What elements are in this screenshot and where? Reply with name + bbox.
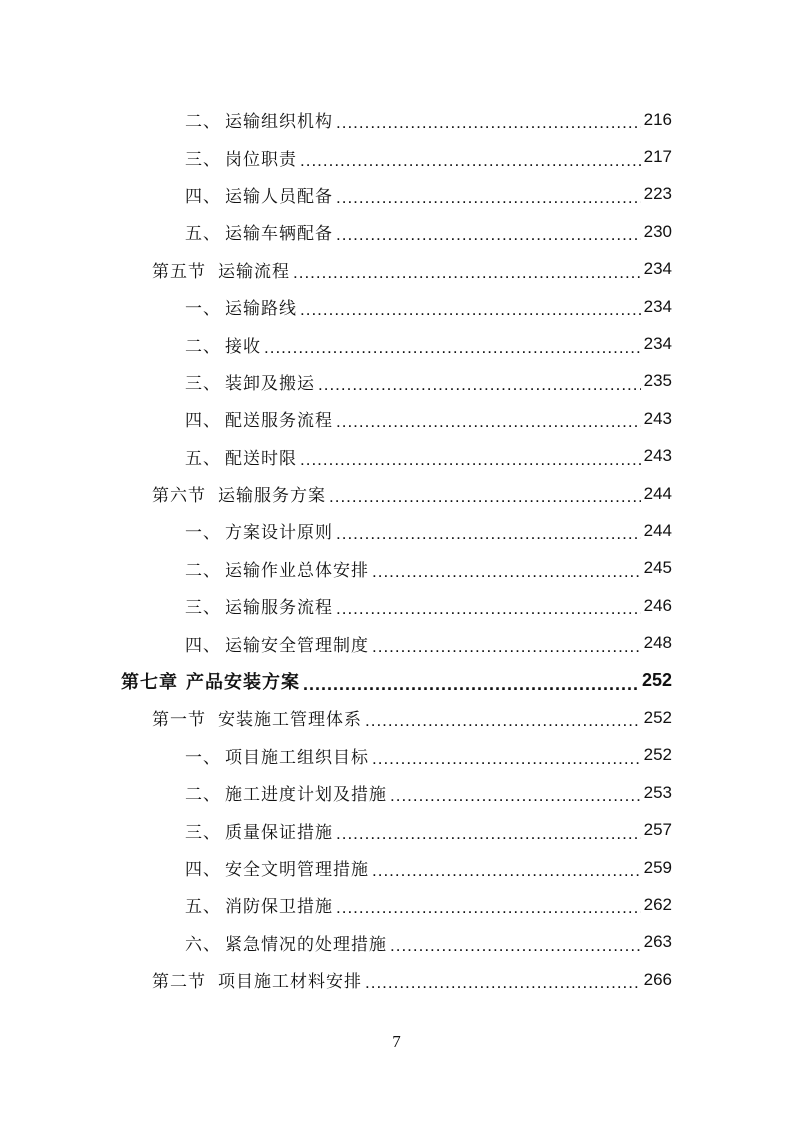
toc-page-number: 259 bbox=[643, 857, 672, 877]
toc-dot-leader bbox=[336, 519, 641, 542]
toc-page-number: 235 bbox=[643, 371, 672, 391]
toc-entry-number: 三、 bbox=[185, 598, 221, 619]
toc-entry-number: 四、 bbox=[185, 186, 221, 207]
toc-page-number: 243 bbox=[643, 408, 672, 428]
toc-entry-title bbox=[185, 332, 261, 357]
toc-page-number: 234 bbox=[643, 334, 672, 354]
toc-entry-text: 接收 bbox=[225, 336, 261, 357]
toc-entry-title bbox=[185, 892, 333, 917]
toc-dot-leader bbox=[303, 669, 639, 693]
toc-entry-number: 五、 bbox=[185, 897, 221, 918]
toc-entry-line bbox=[185, 811, 672, 848]
toc-page-number: 253 bbox=[643, 782, 672, 802]
toc-page-number: 244 bbox=[643, 520, 672, 540]
toc-entry-text: 运输安全管理制度 bbox=[225, 635, 369, 656]
toc-dot-leader bbox=[300, 295, 641, 318]
toc-entry-title bbox=[185, 145, 297, 170]
table-of-contents bbox=[0, 101, 793, 998]
toc-dot-leader bbox=[365, 968, 641, 991]
toc-entry-number: 二、 bbox=[185, 560, 221, 581]
toc-dot-leader bbox=[336, 183, 641, 206]
toc-entry[interactable] bbox=[0, 662, 793, 699]
toc-page-number: 246 bbox=[643, 595, 672, 615]
toc-entry-title bbox=[185, 593, 333, 618]
toc-page-number: 252 bbox=[641, 670, 672, 691]
toc-entry[interactable] bbox=[0, 400, 793, 437]
toc-entry-text: 产品安装方案 bbox=[186, 671, 300, 693]
toc-dot-leader bbox=[336, 108, 641, 131]
toc-dot-leader bbox=[264, 333, 641, 356]
toc-entry-number: 五、 bbox=[185, 448, 221, 469]
toc-entry[interactable] bbox=[0, 774, 793, 811]
toc-page-number: 257 bbox=[643, 820, 672, 840]
toc-dot-leader bbox=[318, 370, 641, 393]
toc-dot-leader bbox=[336, 220, 641, 243]
toc-entry[interactable] bbox=[0, 886, 793, 923]
toc-entry-line bbox=[185, 438, 672, 475]
toc-entry-number: 六、 bbox=[185, 934, 221, 955]
page-number: 7 bbox=[392, 1032, 401, 1051]
toc-dot-leader bbox=[372, 744, 641, 767]
toc-entry[interactable] bbox=[0, 811, 793, 848]
toc-entry-title bbox=[185, 406, 333, 431]
toc-entry-line bbox=[185, 587, 672, 624]
toc-page-number: 234 bbox=[643, 259, 672, 279]
toc-page-number: 223 bbox=[643, 184, 672, 204]
toc-entry-line bbox=[185, 101, 672, 138]
toc-entry-line bbox=[185, 550, 672, 587]
toc-entry-text: 运输服务方案 bbox=[218, 486, 326, 507]
toc-page-number: 244 bbox=[643, 483, 672, 503]
toc-entry[interactable] bbox=[0, 550, 793, 587]
toc-entry-number: 第二节 bbox=[152, 972, 206, 993]
toc-entry-title bbox=[185, 556, 369, 581]
toc-entry-title bbox=[185, 369, 315, 394]
toc-entry-number: 五、 bbox=[185, 224, 221, 245]
toc-entry-text: 施工进度计划及措施 bbox=[225, 785, 387, 806]
toc-entry-number: 第七章 bbox=[121, 671, 178, 693]
toc-entry-title bbox=[185, 294, 297, 319]
toc-entry-text: 安装施工管理体系 bbox=[218, 710, 362, 731]
toc-entry[interactable] bbox=[0, 475, 793, 512]
toc-dot-leader bbox=[336, 893, 641, 916]
toc-entry-line bbox=[185, 737, 672, 774]
toc-entry-text: 紧急情况的处理措施 bbox=[225, 934, 387, 955]
toc-entry-text: 运输车辆配备 bbox=[225, 224, 333, 245]
toc-entry-text: 岗位职责 bbox=[225, 149, 297, 170]
toc-page-number: 243 bbox=[643, 446, 672, 466]
toc-page-number: 266 bbox=[643, 969, 672, 989]
toc-entry-text: 质量保证措施 bbox=[225, 822, 333, 843]
toc-entry-title bbox=[185, 855, 369, 880]
toc-entry-text: 装卸及搬运 bbox=[225, 373, 315, 394]
toc-entry-text: 运输服务流程 bbox=[225, 598, 333, 619]
toc-dot-leader bbox=[336, 819, 641, 842]
toc-entry-number: 第五节 bbox=[152, 261, 206, 282]
toc-dot-leader bbox=[390, 931, 641, 954]
toc-entry-line bbox=[185, 325, 672, 362]
toc-page-number: 248 bbox=[643, 633, 672, 653]
toc-page-number: 230 bbox=[643, 221, 672, 241]
toc-page-number: 217 bbox=[643, 147, 672, 167]
toc-entry-title bbox=[185, 930, 387, 955]
toc-entry[interactable] bbox=[0, 213, 793, 250]
toc-entry[interactable] bbox=[0, 737, 793, 774]
toc-entry-text: 运输流程 bbox=[218, 261, 290, 282]
toc-dot-leader bbox=[300, 445, 641, 468]
toc-entry-text: 运输组织机构 bbox=[225, 112, 333, 133]
toc-entry[interactable] bbox=[0, 961, 793, 998]
toc-page-number: 216 bbox=[643, 109, 672, 129]
toc-entry[interactable] bbox=[0, 176, 793, 213]
toc-entry-text: 消防保卫措施 bbox=[225, 897, 333, 918]
toc-dot-leader bbox=[336, 407, 641, 430]
toc-entry-title bbox=[185, 444, 297, 469]
toc-entry-line bbox=[185, 138, 672, 175]
toc-entry-text: 配送时限 bbox=[225, 448, 297, 469]
toc-entry[interactable] bbox=[0, 288, 793, 325]
toc-entry[interactable] bbox=[0, 624, 793, 661]
toc-entry-text: 项目施工组织目标 bbox=[225, 747, 369, 768]
toc-entry-number: 一、 bbox=[185, 523, 221, 544]
toc-entry[interactable] bbox=[0, 849, 793, 886]
toc-dot-leader bbox=[293, 258, 641, 281]
toc-entry-number: 四、 bbox=[185, 411, 221, 432]
toc-entry[interactable] bbox=[0, 699, 793, 736]
toc-entry-title bbox=[152, 967, 362, 992]
toc-entry-title bbox=[185, 818, 333, 843]
toc-entry-number: 三、 bbox=[185, 373, 221, 394]
toc-entry-title bbox=[185, 631, 369, 656]
toc-entry-number: 三、 bbox=[185, 149, 221, 170]
toc-page-number: 234 bbox=[643, 296, 672, 316]
toc-entry-title bbox=[185, 219, 333, 244]
toc-entry-line bbox=[185, 400, 672, 437]
toc-entry-line bbox=[185, 176, 672, 213]
toc-page-number: 245 bbox=[643, 558, 672, 578]
toc-dot-leader bbox=[365, 706, 641, 729]
toc-entry-line bbox=[185, 512, 672, 549]
toc-entry-line bbox=[185, 213, 672, 250]
toc-entry-number: 三、 bbox=[185, 822, 221, 843]
toc-entry-line bbox=[152, 699, 672, 736]
toc-dot-leader bbox=[300, 146, 641, 169]
toc-entry[interactable] bbox=[0, 101, 793, 138]
toc-entry-title bbox=[185, 743, 369, 768]
toc-entry-number: 一、 bbox=[185, 747, 221, 768]
toc-entry[interactable] bbox=[0, 512, 793, 549]
toc-entry-line bbox=[152, 251, 672, 288]
toc-entry-text: 运输路线 bbox=[225, 299, 297, 320]
toc-entry-line bbox=[185, 886, 672, 923]
toc-page-number: 263 bbox=[643, 932, 672, 952]
toc-entry-text: 安全文明管理措施 bbox=[225, 860, 369, 880]
toc-entry[interactable] bbox=[0, 924, 793, 961]
toc-entry[interactable] bbox=[0, 363, 793, 400]
toc-entry-line bbox=[185, 774, 672, 811]
toc-entry-line bbox=[185, 363, 672, 400]
toc-entry[interactable] bbox=[0, 438, 793, 475]
toc-page-number: 252 bbox=[643, 707, 672, 727]
toc-entry-line bbox=[152, 475, 672, 512]
toc-entry-line bbox=[185, 849, 672, 886]
toc-dot-leader bbox=[372, 557, 641, 580]
toc-entry-line bbox=[121, 662, 672, 699]
toc-entry[interactable] bbox=[0, 587, 793, 624]
toc-dot-leader bbox=[336, 594, 641, 617]
toc-entry-title bbox=[121, 668, 300, 694]
toc-entry-title bbox=[185, 780, 387, 805]
toc-entry-text: 项目施工材料安排 bbox=[218, 972, 362, 993]
toc-entry-title bbox=[152, 257, 290, 282]
toc-entry[interactable] bbox=[0, 325, 793, 362]
toc-entry-number: 二、 bbox=[185, 112, 221, 133]
toc-page-number: 262 bbox=[643, 894, 672, 914]
toc-entry-line bbox=[152, 961, 672, 998]
toc-entry-title bbox=[185, 182, 333, 207]
toc-dot-leader bbox=[372, 632, 641, 655]
toc-entry-text: 运输作业总体安排 bbox=[225, 560, 369, 581]
toc-dot-leader bbox=[372, 856, 641, 879]
toc-entry-number: 一、 bbox=[185, 299, 221, 320]
toc-entry-title bbox=[185, 518, 333, 543]
toc-dot-leader bbox=[329, 482, 641, 505]
toc-entry-title bbox=[185, 107, 333, 132]
toc-entry-line bbox=[185, 924, 672, 961]
toc-entry-number: 第六节 bbox=[152, 486, 206, 507]
toc-page-number: 252 bbox=[643, 745, 672, 765]
toc-entry-title bbox=[152, 481, 326, 506]
toc-entry-text: 运输人员配备 bbox=[225, 186, 333, 207]
toc-entry[interactable] bbox=[0, 251, 793, 288]
toc-entry-number: 二、 bbox=[185, 785, 221, 806]
toc-entry-title bbox=[152, 705, 362, 730]
toc-entry-number: 四、 bbox=[185, 635, 221, 656]
toc-dot-leader bbox=[390, 781, 641, 804]
toc-entry-text: 配送服务流程 bbox=[225, 411, 333, 432]
toc-entry-line bbox=[185, 624, 672, 661]
toc-entry-line bbox=[185, 288, 672, 325]
toc-entry-number: 四、 bbox=[185, 860, 221, 880]
toc-entry[interactable] bbox=[0, 138, 793, 175]
toc-entry-number: 二、 bbox=[185, 336, 221, 357]
toc-entry-text: 方案设计原则 bbox=[225, 523, 333, 544]
toc-entry-number: 第一节 bbox=[152, 710, 206, 731]
